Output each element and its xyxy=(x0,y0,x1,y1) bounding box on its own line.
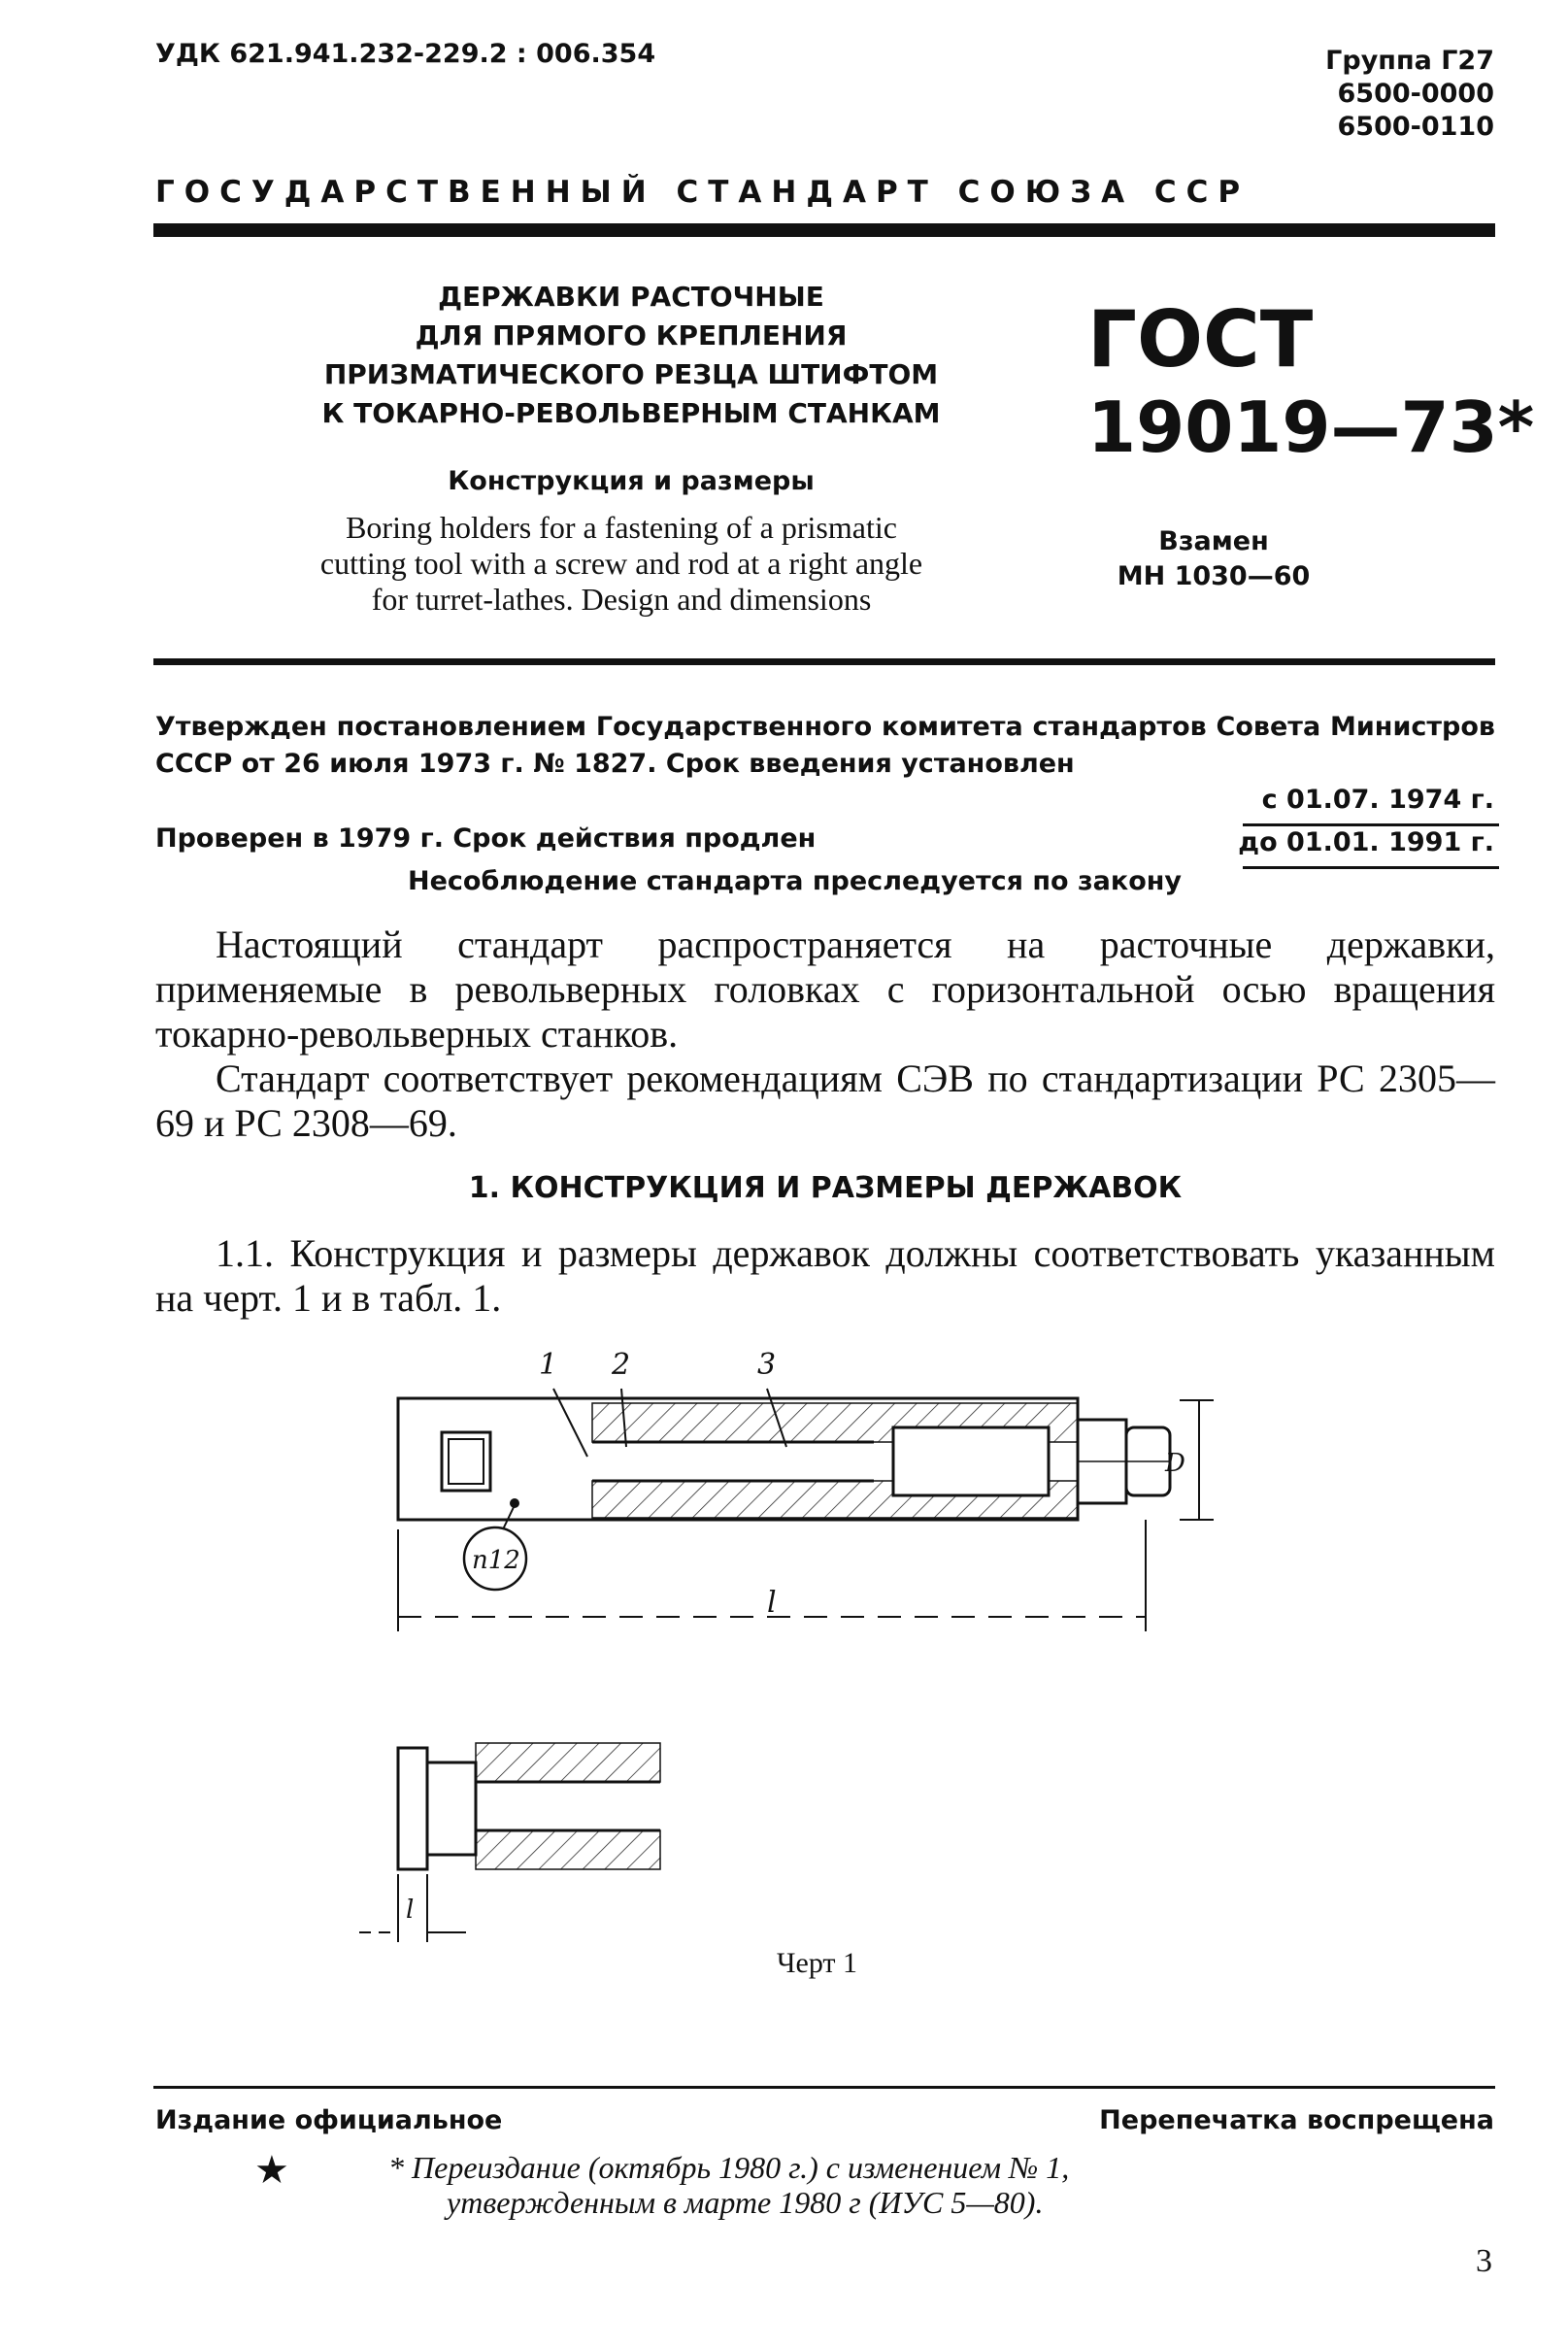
date-rule xyxy=(1243,866,1499,869)
figure-caption: Черт 1 xyxy=(777,1947,858,1979)
title-line: ДЛЯ ПРЯМОГО КРЕПЛЕНИЯ xyxy=(415,319,848,352)
reprint-note xyxy=(388,2150,1359,2220)
law-notice: Несоблюдение стандарта преследуется по закону xyxy=(408,866,1183,896)
group-codes xyxy=(1325,45,1494,144)
russian-title xyxy=(282,278,981,433)
reprint-prohibited: Перепечатка воспрещена xyxy=(1099,2105,1494,2135)
star-icon: ★ xyxy=(254,2148,289,2193)
title-line: ДЕРЖАВКИ РАСТОЧНЫЕ xyxy=(438,281,824,313)
callout-3: 3 xyxy=(757,1348,777,1382)
udk-code: УДК 621.941.232-229.2 : 006.354 xyxy=(155,39,656,69)
checked-text: Проверен в 1979 г. Срок действия продлен xyxy=(155,823,817,854)
group-line: 6500-0000 xyxy=(1337,79,1494,109)
effective-date: с 01.07. 1974 г. xyxy=(1261,785,1494,815)
callout-1: 1 xyxy=(539,1348,558,1382)
official-edition: Издание официальное xyxy=(155,2105,503,2135)
marking-label: n12 xyxy=(472,1546,520,1575)
expiry-date: до 01.01. 1991 г. xyxy=(1238,827,1494,857)
paragraph: Стандарт соответствует рекомендациям СЭВ по стандартизации РС 2305—69 и РС 2308—69. xyxy=(155,1057,1495,1145)
dimension-d-label: D xyxy=(1165,1449,1185,1478)
subtitle: Конструкция и размеры xyxy=(448,466,815,496)
paragraph: Настоящий стандарт распространяется на расточные державки, применяемые в револьверных головках с горизонтальной осью вращения токарно-револьверных станков. xyxy=(155,923,1495,1056)
dimension-l-small-label: l xyxy=(406,1896,415,1925)
state-standard-banner: ГОСУДАРСТВЕННЫЙ СТАНДАРТ СОЮЗА ССР xyxy=(155,175,1251,210)
replaces-value: МН 1030—60 xyxy=(1117,561,1311,591)
clause-text xyxy=(155,1231,1495,1321)
english-title-line: Boring holders for a fastening of a prismatic xyxy=(346,510,897,545)
group-line: Группа Г27 xyxy=(1325,46,1494,76)
english-title-line: for turret-lathes. Design and dimensions xyxy=(371,582,872,617)
page-number: 3 xyxy=(1476,2243,1492,2279)
gost-number: 19019—73* xyxy=(1087,386,1535,468)
holder-side-view xyxy=(398,1743,660,1869)
header-rule xyxy=(153,223,1495,237)
replaces-label: Взамен xyxy=(1158,526,1269,556)
note-line: * Переиздание (октябрь 1980 г.) с изменением № 1, xyxy=(388,2150,1070,2185)
group-line: 6500-0110 xyxy=(1337,112,1494,142)
dimension-l-label: l xyxy=(767,1586,777,1620)
section-heading: 1. КОНСТРУКЦИЯ И РАЗМЕРЫ ДЕРЖАВОК xyxy=(468,1171,1183,1205)
note-line: утвержденным в марте 1980 г (ИУС 5—80). xyxy=(447,2185,1044,2220)
date-rule xyxy=(1243,823,1499,826)
gost-label: ГОСТ xyxy=(1087,294,1314,385)
intro-text xyxy=(155,923,1495,1146)
paragraph: 1.1. Конструкция и размеры державок должны соответствовать указанным на черт. 1 и в табл. 1. xyxy=(155,1231,1495,1320)
replaces-block xyxy=(1107,524,1320,594)
footer-rule xyxy=(153,2086,1495,2089)
callout-2: 2 xyxy=(612,1348,631,1382)
english-title-line: cutting tool with a screw and rod at a right angle xyxy=(319,546,923,581)
title-line: К ТОКАРНО-РЕВОЛЬВЕРНЫМ СТАНКАМ xyxy=(321,397,941,429)
english-title xyxy=(194,510,1049,618)
title-line: ПРИЗМАТИЧЕСКОГО РЕЗЦА ШТИФТОМ xyxy=(323,358,939,390)
approval-text: Утвержден постановлением Государственного комитета стандартов Совета Министров СССР от 26 июля 1973 г. № 1827. Срок введения установлен xyxy=(155,712,1495,779)
title-rule xyxy=(153,658,1495,665)
